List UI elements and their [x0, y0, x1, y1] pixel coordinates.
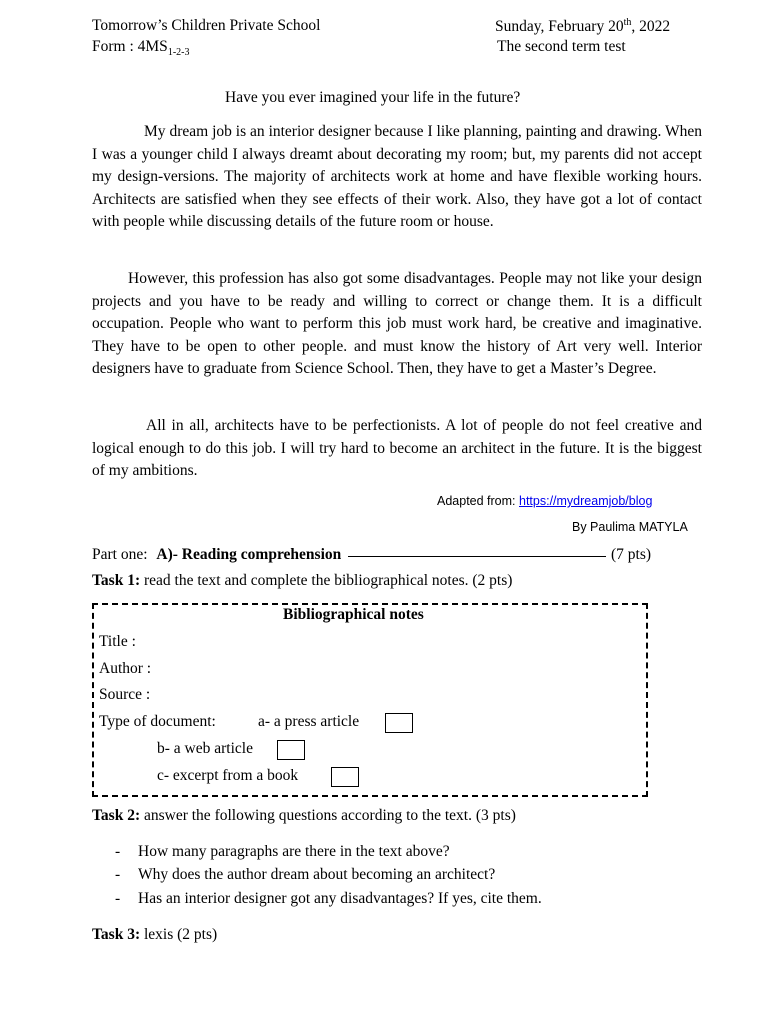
term-test: The second term test	[497, 38, 626, 55]
article-title: Have you ever imagined your life in the future?	[225, 89, 521, 106]
task-3	[92, 926, 217, 944]
article-author: By Paulima MATYLA	[572, 520, 688, 534]
question-bullet: -	[115, 890, 121, 907]
task-1	[92, 572, 512, 590]
section-title: A)- Reading comprehension	[156, 546, 342, 563]
question-bullet: -	[115, 843, 121, 860]
book-excerpt-checkbox[interactable]	[331, 767, 359, 787]
adapted-label: Adapted from:	[437, 494, 519, 508]
title-field: Title :	[99, 633, 136, 650]
box-title: Bibliographical notes	[283, 606, 424, 623]
option-web-article: b- a web article	[157, 740, 253, 757]
source-field: Source :	[99, 686, 151, 703]
date-text: Sunday, February 20	[495, 18, 624, 36]
task-1-text: read the text and complete the bibliographical notes. (2 pts)	[140, 572, 513, 589]
article-paragraph-1: My dream job is an interior designer because I like planning, painting and drawing. When I was a younger child I always dreamt about decorating my room; but, my parents did not accept my design-versions. The majority of architects work at home and have flexible working hours. Architects are satisfied when they see effects of their work. Also, they have got a lot of contact with people while discussing details of the future room or house.	[92, 123, 702, 230]
date-year: , 2022	[631, 18, 671, 36]
task-2-text: answer the following questions according to the text. (3 pts)	[140, 807, 516, 824]
date-suffix: th	[623, 17, 632, 28]
form-label	[92, 38, 189, 58]
task-3-label: Task 3:	[92, 926, 141, 943]
article-paragraph-2: However, this profession has also got some disadvantages. People may not like your design projects and you have to be ready and willing to correct or change them. It is a difficult occupation. People who want to perform this job must work hard, be creative and imaginative. They have to be open to other people. and must know the history of Art very well. Interior designers have to graduate from Science School. Then, they have to get a Master’s Degree.	[92, 270, 702, 377]
press-article-checkbox[interactable]	[385, 713, 413, 733]
task-3-text: lexis (2 pts)	[140, 926, 218, 943]
question-bullet: -	[115, 866, 121, 883]
option-book-excerpt: c- excerpt from a book	[157, 767, 299, 784]
option-press-article: a- a press article	[258, 713, 360, 730]
author-field: Author :	[99, 660, 152, 677]
test-date	[495, 17, 670, 36]
web-article-checkbox[interactable]	[277, 740, 305, 760]
task-1-label: Task 1:	[92, 572, 141, 589]
part-one-heading	[92, 546, 341, 564]
type-label: Type of document:	[99, 713, 216, 730]
question-1: How many paragraphs are there in the text above?	[138, 843, 450, 860]
part-one-label: Part one:	[92, 546, 148, 563]
form-classes: 1-2-3	[167, 47, 190, 59]
task-2-label: Task 2:	[92, 807, 141, 824]
question-2: Why does the author dream about becoming an architect?	[138, 866, 496, 883]
form-text: Form : 4MS	[92, 38, 168, 55]
school-name: Tomorrow’s Children Private School	[92, 17, 321, 34]
question-3: Has an interior designer got any disadvantages? If yes, cite them.	[138, 890, 542, 907]
heading-line	[348, 556, 606, 557]
article-paragraph-3: All in all, architects have to be perfectionists. A lot of people do not feel creative and logical enough to do this job. I will try hard to become an architect in the future. It is the biggest of my ambitions.	[92, 417, 702, 479]
source-link[interactable]: https://mydreamjob/blog	[519, 494, 653, 508]
part-one-points: (7 pts)	[611, 546, 652, 563]
task-2	[92, 807, 516, 825]
adapted-from	[437, 494, 652, 508]
